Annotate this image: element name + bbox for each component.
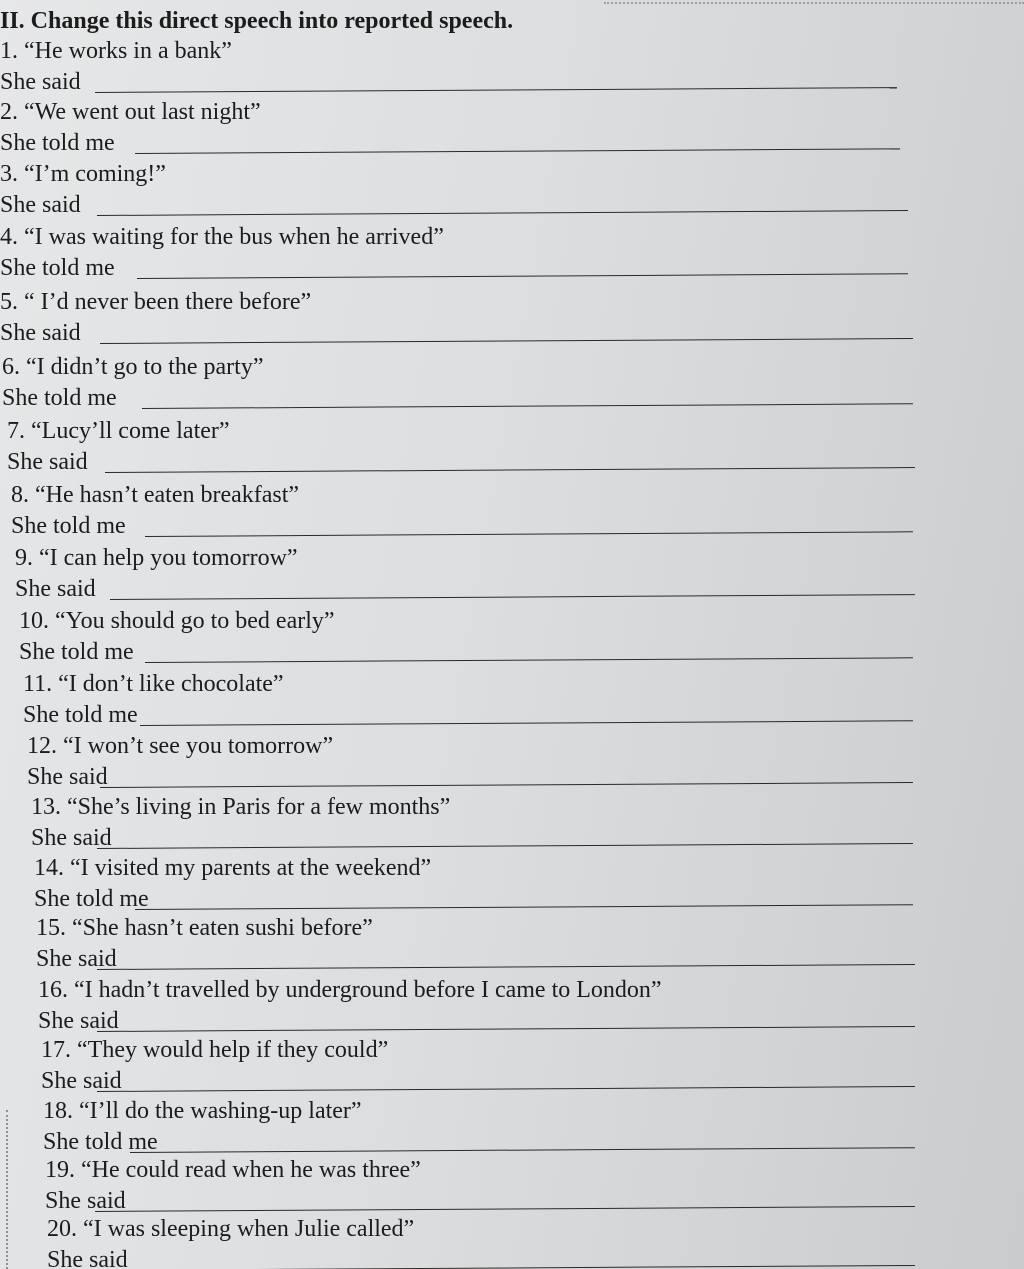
answer-row [19, 637, 939, 669]
direct-speech-quote: “I can help you tomorrow” [39, 545, 298, 571]
item-number: 3. [0, 161, 18, 187]
direct-speech-quote: “He works in a bank” [24, 38, 232, 64]
exercise-item-prompt [0, 222, 444, 252]
item-number: 17. [41, 1037, 71, 1063]
answer-blank-line[interactable] [135, 148, 900, 154]
reporting-intro: She told me [2, 385, 117, 411]
reporting-intro: She said [36, 946, 117, 972]
direct-speech-quote: “I don’t like chocolate” [58, 671, 284, 697]
item-number: 14. [34, 855, 64, 881]
answer-row [41, 1066, 961, 1098]
item-number: 9. [15, 545, 33, 571]
answer-row [47, 1245, 967, 1269]
reporting-intro: She said [15, 576, 96, 602]
reporting-intro: She told me [34, 886, 149, 912]
reporting-intro: She said [45, 1188, 126, 1214]
answer-row [0, 318, 920, 350]
direct-speech-quote: “I was sleeping when Julie called” [83, 1216, 415, 1242]
answer-blank-line[interactable] [140, 720, 913, 726]
reporting-intro: She said [47, 1247, 128, 1269]
reporting-intro: She told me [19, 639, 134, 665]
reporting-intro: She said [0, 192, 81, 218]
item-number: 18. [43, 1098, 73, 1124]
item-number: 4. [0, 224, 18, 250]
reporting-intro: She said [7, 449, 88, 475]
answer-row [2, 383, 922, 415]
reporting-intro: She said [38, 1008, 119, 1034]
exercise-item-prompt [36, 913, 373, 943]
item-number: 15. [36, 915, 66, 941]
answer-row [11, 511, 931, 543]
answer-blank-line[interactable] [95, 1206, 915, 1212]
direct-speech-quote: “He hasn’t eaten breakfast” [35, 482, 300, 508]
item-number: 10. [19, 608, 49, 634]
answer-blank-line[interactable] [100, 782, 913, 788]
answer-row [31, 823, 951, 855]
direct-speech-quote: “She’s living in Paris for a few months” [67, 794, 451, 820]
exercise-item-prompt [15, 543, 298, 573]
reporting-intro: She told me [0, 130, 115, 156]
answer-blank-line[interactable] [100, 338, 913, 344]
answer-blank-line[interactable] [135, 904, 913, 910]
answer-blank-line[interactable] [145, 531, 913, 537]
direct-speech-quote: “I hadn’t travelled by underground before I came to London” [74, 977, 662, 1003]
direct-speech-quote: “I’ll do the washing-up later” [79, 1098, 362, 1124]
exercise-item-prompt [23, 669, 284, 699]
answer-row [23, 700, 943, 732]
exercise-item-prompt [38, 975, 662, 1005]
direct-speech-quote: “Lucy’ll come later” [31, 418, 230, 444]
direct-speech-quote: “I won’t see you tomorrow” [63, 733, 334, 759]
reporting-intro: She said [0, 320, 81, 346]
reporting-intro: She told me [11, 513, 126, 539]
reporting-intro: She said [41, 1068, 122, 1094]
direct-speech-quote: “I didn’t go to the party” [26, 354, 264, 380]
direct-speech-quote: “They would help if they could” [77, 1037, 389, 1063]
item-number: 13. [31, 794, 61, 820]
item-number: 16. [38, 977, 68, 1003]
item-number: 7. [7, 418, 25, 444]
exercise-item-prompt [27, 731, 333, 761]
item-number: 1. [0, 38, 18, 64]
answer-blank-line[interactable] [97, 1086, 915, 1092]
item-number: 5. [0, 289, 18, 315]
exercise-item-prompt [7, 416, 230, 446]
answer-blank-line[interactable] [142, 403, 913, 409]
answer-row [0, 190, 920, 222]
exercise-item-prompt [11, 480, 299, 510]
exercise-item-prompt [0, 159, 166, 189]
item-number: 11. [23, 671, 53, 697]
exercise-item-prompt [41, 1035, 388, 1065]
answer-row [15, 574, 935, 606]
reporting-intro: She said [31, 825, 112, 851]
answer-row [0, 67, 920, 99]
exercise-item-prompt [43, 1096, 362, 1126]
reporting-intro: She told me [0, 255, 115, 281]
answer-row [36, 944, 956, 976]
answer-blank-line[interactable] [97, 843, 913, 849]
item-number: 12. [27, 733, 57, 759]
answer-row [0, 128, 920, 160]
direct-speech-quote: “I visited my parents at the weekend” [70, 855, 432, 881]
answer-blank-line[interactable] [97, 210, 908, 216]
answer-row [27, 762, 947, 794]
answer-blank-line[interactable] [92, 1265, 915, 1269]
direct-speech-quote: “We went out last night” [24, 99, 261, 125]
answer-blank-line[interactable] [130, 1147, 915, 1153]
reporting-intro: She told me [23, 702, 138, 728]
answer-blank-line[interactable] [145, 657, 913, 663]
exercise-heading: II. Change this direct speech into reported speech. [0, 8, 514, 34]
reporting-intro: She told me [43, 1129, 158, 1155]
exercise-item-prompt [19, 606, 335, 636]
direct-speech-quote: “You should go to bed early” [55, 608, 335, 634]
direct-speech-quote: “I’m coming!” [24, 161, 166, 187]
exercise-item-prompt [0, 36, 232, 66]
exercise-item-prompt [45, 1155, 421, 1185]
answer-blank-line[interactable] [137, 273, 908, 279]
exercise-item-prompt [2, 352, 264, 382]
answer-row [7, 447, 927, 479]
item-number: 8. [11, 482, 29, 508]
direct-speech-quote: “She hasn’t eaten sushi before” [72, 915, 373, 941]
exercise-item-prompt [0, 287, 311, 317]
item-number: 20. [47, 1216, 77, 1242]
exercise-item-prompt [31, 792, 450, 822]
item-number: 19. [45, 1157, 75, 1183]
answer-blank-line[interactable] [105, 467, 915, 473]
reporting-intro: She said [27, 764, 108, 790]
answer-row [34, 884, 954, 916]
answer-blank-line[interactable] [95, 87, 897, 93]
direct-speech-quote: “ I’d never been there before” [24, 289, 312, 315]
direct-speech-quote: “I was waiting for the bus when he arrived” [24, 224, 444, 250]
exercise-item-prompt [34, 853, 431, 883]
answer-blank-line[interactable] [97, 964, 915, 970]
answer-row [38, 1006, 958, 1038]
exercise-item-prompt [0, 97, 261, 127]
answer-blank-line[interactable] [97, 1026, 915, 1032]
direct-speech-quote: “He could read when he was three” [81, 1157, 421, 1183]
item-number: 6. [2, 354, 20, 380]
item-number: 2. [0, 99, 18, 125]
answer-blank-line[interactable] [110, 594, 915, 600]
reporting-intro: She said [0, 69, 81, 95]
answer-row [0, 253, 920, 285]
exercise-item-prompt [47, 1214, 414, 1244]
